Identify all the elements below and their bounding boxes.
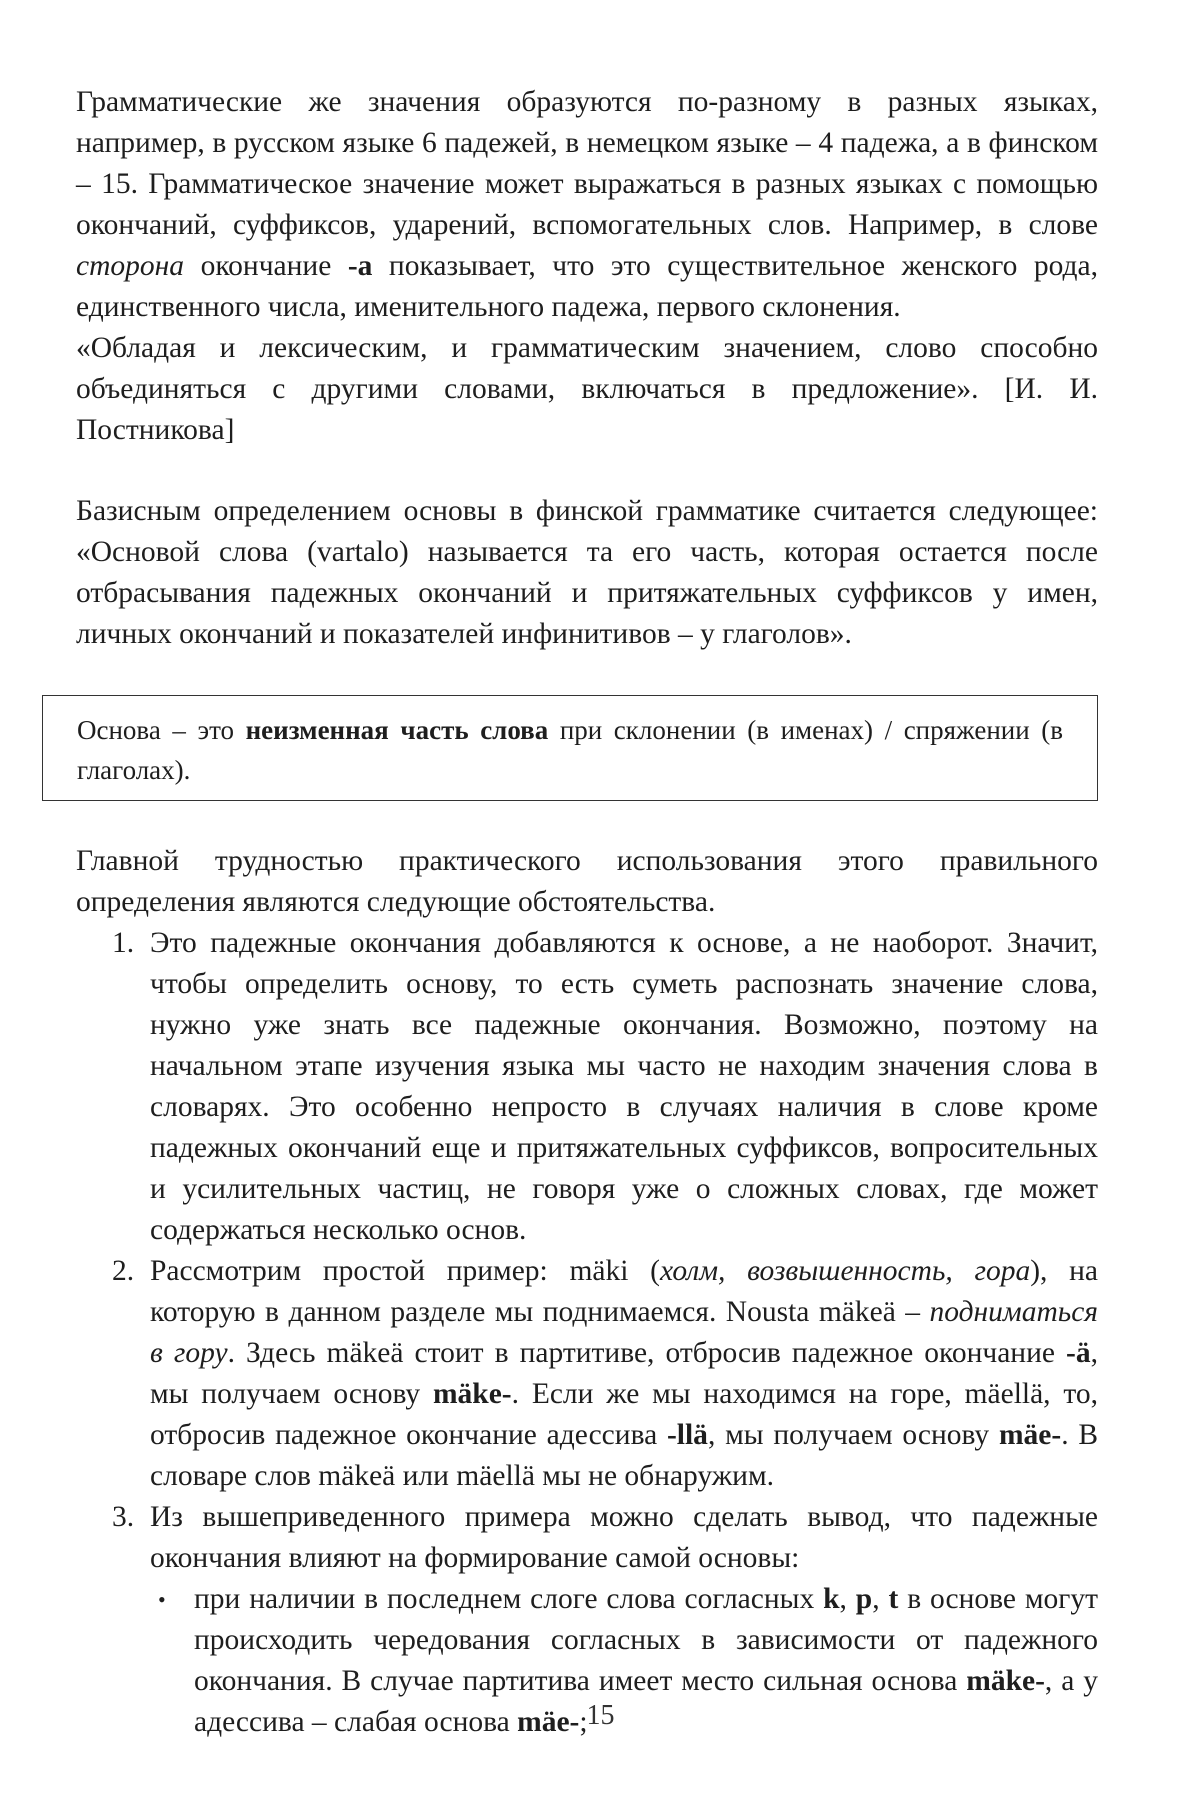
list-item-text: Из вышеприведенного примера можно сделать вывод, что падежные окончания влияют на формирование самой основы: <box>150 1501 1098 1574</box>
text-run: окончание <box>184 250 348 282</box>
page-body <box>76 82 1098 1743</box>
text-run: Основа – это <box>77 715 246 745</box>
text-run: Рассмотрим простой пример: mäki ( <box>150 1255 660 1287</box>
paragraph-grammatical-meanings <box>76 82 1098 328</box>
spacer <box>76 655 1098 695</box>
bold-term: -llä <box>666 1419 708 1451</box>
list-number: 3. <box>112 1501 135 1533</box>
spacer <box>76 801 1098 841</box>
text-run: в основе могут происходить чередования согласных в зависимости от падежного окончания. В случае партитива имеет место сильная основа <box>194 1583 1099 1697</box>
page-number: 15 <box>586 1700 615 1731</box>
bold-term: p <box>855 1583 873 1615</box>
bold-term: mäke- <box>432 1378 512 1410</box>
spacer <box>76 451 1098 491</box>
text-run: ; <box>579 1706 588 1738</box>
list-item <box>76 1251 1098 1497</box>
text-run: показывает, что это существительное женского рода, единственного числа, именительного падежа, первого склонения. <box>76 250 1098 323</box>
list-item-text: Это падежные окончания добавляются к основе, а не наоборот. Значит, чтобы определить основу, то есть суметь распознать значение слова, нужно уже знать все падежные окончания. Возможно, поэтому на начальном этапе изучения языка мы часто не находим значения слова в словарях. Это особенно непросто в случаях наличия в слове кроме падежных окончаний еще и притяжательных суффиксов, вопросительных и усилительных частиц, не говоря уже о сложных словах, где может содержаться несколько основ. <box>150 927 1098 1246</box>
paragraph-base-definition: Базисным определением основы в финской грамматике считается следующее: «Основой слова (vartalo) называется та его часть, которая остается после отбрасывания падежных окончаний и притяжательных суффиксов у имен, личных окончаний и показателей инфинитивов – у глаголов». <box>76 495 1098 650</box>
text-run: , мы получаем основу <box>150 1337 1098 1410</box>
example-word: сторона <box>76 250 185 282</box>
bold-term: mäe- <box>517 1706 580 1738</box>
text-run: , <box>839 1583 856 1615</box>
text-run: . Если же мы находимся на горе, mäellä, то, отбросив падежное окончание адессива <box>150 1378 1098 1451</box>
italic-translation: подниматься в гору <box>150 1296 1098 1369</box>
list-item <box>76 923 1098 1251</box>
text-run: . В словаре слов mäkeä или mäellä мы не обнаружим. <box>150 1419 1098 1492</box>
bold-term: mäe- <box>998 1419 1062 1451</box>
text-run: , <box>872 1583 889 1615</box>
list-number: 2. <box>112 1255 135 1287</box>
paragraph-difficulties: Главной трудностью практического использования этого правильного определения являются следующие обстоятельства. <box>76 845 1098 918</box>
numbered-list <box>76 923 1098 1743</box>
bold-term: mäke- <box>966 1665 1045 1697</box>
bold-term: t <box>888 1583 899 1615</box>
italic-translation: холм, возвышенность, гора <box>659 1255 1031 1287</box>
bold-term: k <box>823 1583 840 1615</box>
paragraph-quote: «Обладая и лексическим, и грамматическим значением, слово способно объединяться с другими словами, включаться в предложение». [И. И. Постникова] <box>76 332 1098 446</box>
text-run: при склонении (в именах) / спряжении (в глаголах). <box>77 715 1063 785</box>
text-run: Грамматические же значения образуются по-разному в разных языках, например, в русском языке 6 падежей, в немецком языке – 4 падежа, а в финском – 15. Грамматическое значение может выражаться в разных языках с помощью окончаний, суффиксов, ударений, вспомогательных слов. Например, в слове <box>76 86 1098 241</box>
bold-term: -ä <box>1066 1337 1091 1369</box>
list-number: 1. <box>112 927 135 959</box>
definition-bold: неизменная часть слова <box>245 715 549 745</box>
text-run: , мы получаем основу <box>707 1419 999 1451</box>
text-run: , а у адессива – слабая основа <box>194 1665 1099 1738</box>
text-run: при наличии в последнем слоге слова согласных <box>194 1583 824 1615</box>
ending-bold: -а <box>347 250 373 282</box>
text-run: ), на которую в данном разделе мы поднимаемся. Nousta mäkeä – <box>150 1255 1098 1328</box>
bullet-icon: • <box>158 1587 166 1612</box>
definition-box <box>42 695 1098 801</box>
text-run: . Здесь mäkeä стоит в партитиве, отбросив падежное окончание <box>227 1337 1067 1369</box>
